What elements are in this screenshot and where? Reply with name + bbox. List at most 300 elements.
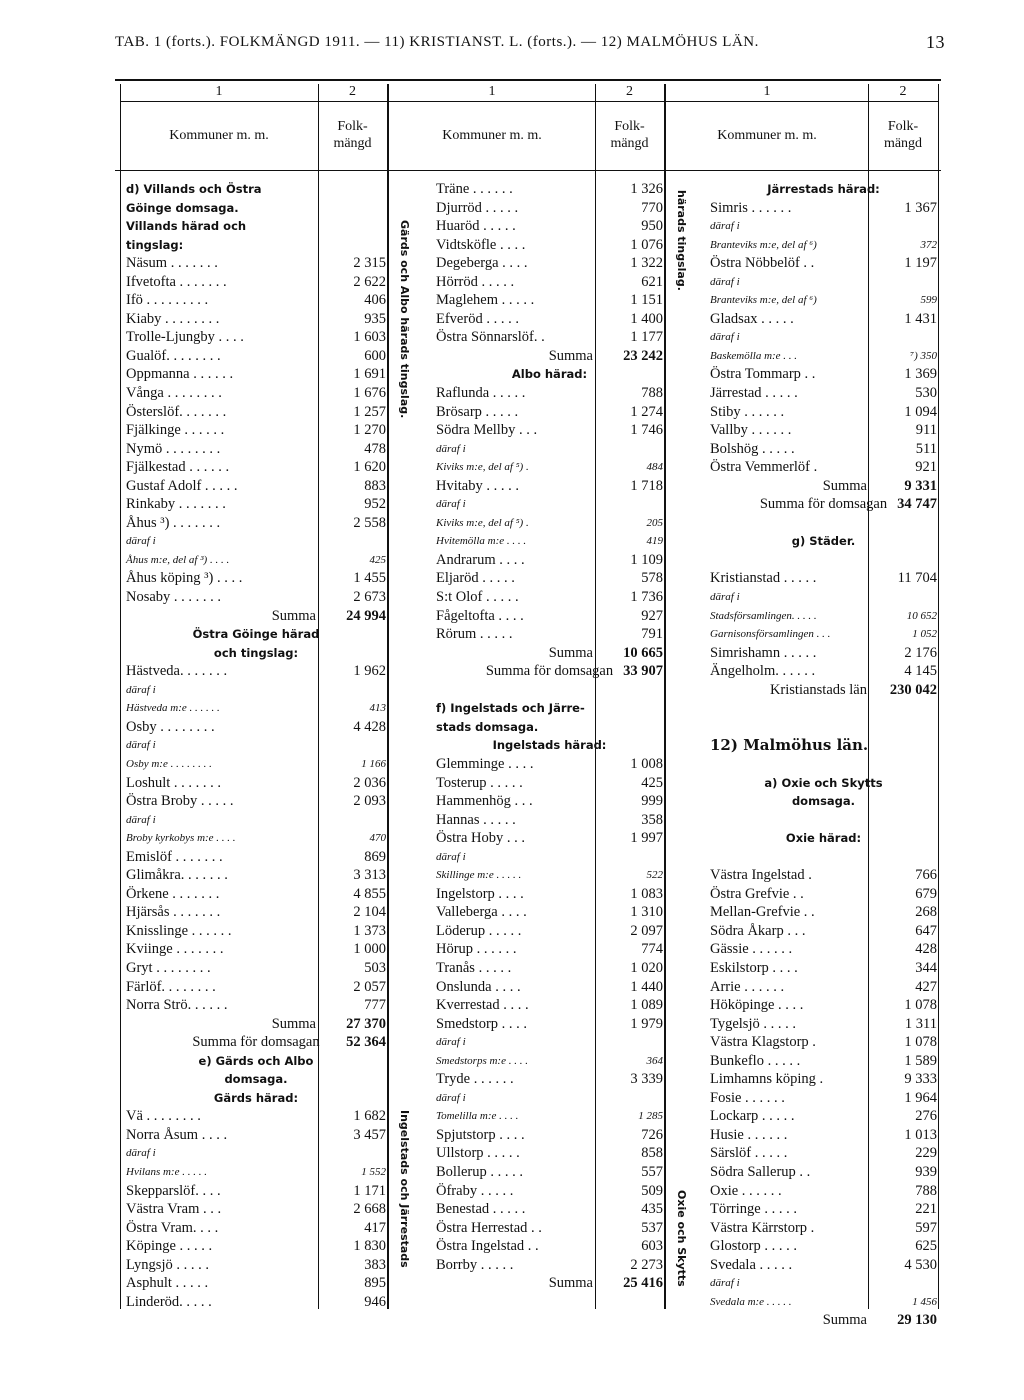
table-row: [710, 1070, 937, 1089]
row-label: Summa: [548, 347, 593, 364]
colnum-2b: 2: [626, 84, 633, 99]
table-row: [710, 1219, 937, 1238]
table-row: [436, 848, 663, 867]
row-label: Raflunda . . . . .: [436, 385, 526, 402]
row-value: 1 682: [353, 1108, 386, 1125]
row-value: 3 457: [353, 1126, 386, 1143]
table-row: [436, 588, 663, 607]
table-row: [710, 978, 937, 997]
row-label: Osby . . . . . . . .: [126, 718, 215, 735]
summary-row: [710, 495, 937, 514]
row-label: Knisslinge . . . . . .: [126, 922, 232, 939]
table-row: [126, 792, 386, 811]
num-rule: [120, 101, 938, 102]
section-heading: [710, 829, 937, 848]
table-row: [710, 384, 937, 403]
row-label: Järrestads härad:: [767, 182, 880, 196]
row-label: Hörröd . . . . .: [436, 273, 515, 290]
row-value: 276: [915, 1108, 937, 1125]
table-row: [436, 273, 663, 292]
row-value: 557: [641, 1163, 663, 1180]
row-label: Ingelstads härad:: [492, 738, 607, 753]
row-value: 406: [364, 292, 386, 309]
table-row: [126, 1237, 386, 1256]
row-label: Bunkeflo . . . . .: [710, 1052, 801, 1069]
section-heading: [126, 217, 386, 236]
row-label: däraf i: [126, 1147, 156, 1160]
table-row: [710, 848, 937, 867]
row-value: 2 093: [353, 793, 386, 810]
row-value: 1 052: [912, 628, 937, 641]
row-label: däraf i: [710, 591, 740, 604]
row-label: Fågeltofta . . . .: [436, 607, 524, 624]
row-label: Hammenhög . . .: [436, 793, 533, 810]
table-row: [710, 866, 937, 885]
row-value: 927: [641, 607, 663, 624]
row-label: Mellan-Grefvie . .: [710, 904, 815, 921]
row-value: 10 652: [906, 609, 937, 622]
row-value: 1 076: [630, 236, 663, 253]
table-row: [710, 458, 937, 477]
row-label: Norra Strö. . . . . .: [126, 997, 228, 1014]
colnum-2a: 2: [349, 84, 356, 99]
table-row: [126, 588, 386, 607]
table-row: [436, 681, 663, 700]
row-label: Hästveda m:e . . . . . .: [126, 702, 220, 715]
row-value: 952: [364, 496, 386, 513]
table-row: [126, 1126, 386, 1145]
row-label: Östra Nöbbelöf . .: [710, 255, 815, 272]
row-value: 1 369: [904, 366, 937, 383]
colnum-1a: 1: [215, 84, 223, 99]
row-label: däraf i: [710, 331, 740, 344]
table-row: [436, 440, 663, 459]
row-label: däraf i: [126, 739, 156, 752]
row-value: 9 331: [904, 477, 937, 494]
table-row: [436, 384, 663, 403]
page-header: [115, 34, 945, 51]
row-label: Glimåkra. . . . . . .: [126, 867, 228, 884]
row-value: 726: [641, 1126, 663, 1143]
row-value: 2 622: [353, 273, 386, 290]
row-value: 530: [915, 385, 937, 402]
table-row: [126, 273, 386, 292]
row-label: Branteviks m:e, del af ⁶): [710, 294, 817, 307]
section-heading: [710, 532, 937, 551]
row-value: 791: [641, 626, 663, 643]
table-row: [126, 1200, 386, 1219]
row-value: 205: [646, 516, 663, 529]
row-label: Köpinge . . . . .: [126, 1238, 213, 1255]
table-row: [436, 1126, 663, 1145]
row-value: 23 242: [623, 347, 663, 364]
row-value: 883: [364, 477, 386, 494]
row-label: Gualöf. . . . . . . .: [126, 347, 221, 364]
table-row: [710, 885, 937, 904]
summary-row: [710, 1311, 937, 1330]
row-label: Djurröd . . . . .: [436, 199, 519, 216]
row-label: Träne . . . . . .: [436, 181, 513, 197]
row-label: och tingslag:: [213, 645, 299, 660]
table-row: [710, 903, 937, 922]
table-row: [436, 1182, 663, 1201]
row-label: Västra Ingelstad .: [710, 867, 812, 884]
row-value: 413: [369, 702, 386, 715]
table-row: [436, 978, 663, 997]
table-row: [126, 1219, 386, 1238]
row-value: 1 830: [353, 1238, 386, 1255]
row-label: Summa: [271, 607, 316, 624]
table-row: [710, 403, 937, 422]
table-row: [126, 440, 386, 459]
row-label: Södra Mellby . . .: [436, 422, 538, 439]
page-number: 13: [926, 32, 945, 52]
table-row: [710, 365, 937, 384]
row-value: 484: [646, 461, 663, 474]
row-label: Borrby . . . . .: [436, 1256, 514, 1273]
right-rule: [938, 84, 939, 1309]
table-row: [710, 811, 937, 830]
row-value: 1 311: [904, 1015, 937, 1032]
summary-row: [436, 644, 663, 663]
folkmangd-header-c: [868, 118, 938, 152]
row-value: 4 428: [353, 718, 386, 735]
row-value: 344: [915, 959, 937, 976]
row-value: 1 676: [353, 385, 386, 402]
row-label: Södra Åkarp . . .: [710, 922, 806, 939]
table-row: [126, 1107, 386, 1126]
row-value: 1 078: [904, 997, 937, 1014]
table-row: [710, 1107, 937, 1126]
row-value: 1 109: [630, 551, 663, 568]
row-label: Kiviks m:e, del af ⁵) .: [436, 516, 529, 529]
row-value: 221: [915, 1201, 937, 1218]
row-label: Gustaf Adolf . . . . .: [126, 477, 238, 494]
row-value: 3 313: [353, 867, 386, 884]
row-label: Järrestad . . . . .: [710, 385, 798, 402]
row-value: 417: [364, 1219, 386, 1236]
row-label: Vidtsköfle . . . .: [436, 236, 526, 253]
row-label: Löderup . . . . .: [436, 922, 522, 939]
table-row: [710, 1237, 937, 1256]
row-label: Östra Vram. . . .: [126, 1219, 219, 1236]
section-heading: [710, 792, 937, 811]
row-value: 478: [364, 440, 386, 457]
table-row: [126, 254, 386, 273]
table-row: [436, 1200, 663, 1219]
row-label: Tranås . . . . .: [436, 959, 512, 976]
row-label: Östra Sönnarslöf. .: [436, 329, 545, 346]
row-label: Limhamns köping .: [710, 1071, 824, 1088]
table-row: [126, 866, 386, 885]
kommuner-header-a: Kommuner m. m.: [169, 128, 269, 143]
row-value: 4 145: [904, 663, 937, 680]
row-label: Eskilstorp . . . .: [710, 959, 798, 976]
table-row: [710, 1256, 937, 1275]
section-heading: [126, 625, 386, 644]
row-value: 788: [915, 1182, 937, 1199]
row-label: f) Ingelstads och Järre-: [436, 701, 585, 716]
table-row: [126, 755, 386, 774]
table-row: [436, 829, 663, 848]
row-label: Södra Sallerup . .: [710, 1163, 811, 1180]
row-value: 2 176: [904, 644, 937, 661]
row-label: Tosterup . . . . .: [436, 774, 523, 791]
row-value: 522: [646, 869, 663, 882]
row-label: Fjälkestad . . . . . .: [126, 459, 230, 476]
row-value: 1 000: [353, 941, 386, 958]
row-label: e) Gärds och Albo: [198, 1053, 314, 1068]
row-value: 427: [915, 978, 937, 995]
row-label: däraf i: [436, 850, 466, 863]
row-label: Tryde . . . . . .: [436, 1071, 514, 1088]
table-row: [710, 996, 937, 1015]
row-label: Östra Grefvie . .: [710, 885, 804, 902]
row-label: Smedstorp . . . .: [436, 1015, 528, 1032]
row-label: Åhus ³) . . . . . . .: [126, 514, 221, 531]
row-label: Summa för domsagan: [759, 496, 888, 513]
mangd-label: mängd: [610, 136, 649, 151]
row-label: domsaga.: [224, 1072, 288, 1087]
table-row: [436, 1219, 663, 1238]
row-value: 921: [915, 459, 937, 476]
table-row: [126, 514, 386, 533]
gards-albo-vertical-label: Gärds och Albo härads tingslag.: [398, 220, 411, 419]
row-label: däraf i: [126, 683, 156, 696]
table-row: [126, 940, 386, 959]
summary-row: [126, 1033, 386, 1052]
row-value: 1 257: [353, 403, 386, 420]
row-label: Stadsförsamlingen. . . . .: [710, 609, 817, 622]
row-label: a) Oxie och Skytts: [764, 775, 883, 790]
row-value: 25 416: [623, 1275, 663, 1292]
row-label: Glemminge . . . .: [436, 755, 534, 772]
row-label: Loshult . . . . . . .: [126, 774, 222, 791]
row-value: 599: [920, 294, 937, 307]
row-label: Gryt . . . . . . . .: [126, 959, 211, 976]
table-row: [126, 1293, 386, 1312]
folk-label: Folk-: [614, 119, 645, 134]
row-label: däraf i: [436, 1036, 466, 1049]
row-label: Norra Åsum . . . .: [126, 1126, 228, 1143]
row-value: 1 456: [912, 1295, 937, 1308]
table-row: [710, 199, 937, 218]
row-value: 774: [641, 941, 663, 958]
table-row: [436, 1089, 663, 1108]
row-value: 3 339: [630, 1071, 663, 1088]
table-row: [436, 903, 663, 922]
row-label: Svedala . . . . .: [710, 1256, 793, 1273]
row-value: 1 736: [630, 589, 663, 606]
row-label: Summa: [822, 1312, 867, 1329]
table-row: [126, 922, 386, 941]
table-row: [126, 978, 386, 997]
section-heading: [126, 236, 386, 255]
row-label: Hästveda. . . . . . .: [126, 663, 228, 680]
table-row: [126, 699, 386, 718]
table-row: [436, 254, 663, 273]
table-row: [126, 384, 386, 403]
row-label: Törringe . . . . .: [710, 1201, 797, 1218]
row-value: 372: [920, 238, 937, 251]
table-row: [126, 1182, 386, 1201]
row-value: 766: [915, 867, 937, 884]
oxie-skytts-vertical-label: Oxie och Skytts: [675, 1190, 688, 1287]
mangd-label: mängd: [883, 136, 923, 151]
row-value: 578: [641, 570, 663, 587]
row-label: Hannas . . . . .: [436, 811, 516, 828]
row-value: 625: [915, 1238, 937, 1255]
table-row: [126, 662, 386, 681]
table-row: [126, 959, 386, 978]
row-label: Kviinge . . . . . . .: [126, 941, 224, 958]
row-label: Osby m:e . . . . . . . .: [126, 757, 212, 770]
table-row: [436, 217, 663, 236]
section-heading: [126, 1089, 386, 1108]
colnum-1b: 1: [488, 84, 496, 99]
table-row: [436, 514, 663, 533]
row-label: Ullstorp . . . . .: [436, 1145, 520, 1162]
table-row: [436, 1107, 663, 1126]
row-value: 2 668: [353, 1201, 386, 1218]
table-row: [710, 662, 937, 681]
kommuner-header-b: Kommuner m. m.: [442, 128, 542, 143]
row-value: 1 083: [630, 885, 663, 902]
summary-row: [436, 347, 663, 366]
row-label: Kristianstad . . . . .: [710, 570, 817, 587]
table-row: [710, 1293, 937, 1312]
row-label: Östra Ingelstad . .: [436, 1238, 539, 1255]
row-label: Västra Kärrstorp .: [710, 1219, 815, 1236]
row-label: Ingelstorp . . . .: [436, 885, 524, 902]
table-row: [436, 940, 663, 959]
col-rule-2: [387, 84, 389, 1309]
row-label: Rinkaby . . . . . . .: [126, 496, 226, 513]
row-label: Östra Tommarp . .: [710, 366, 816, 383]
row-label: däraf i: [436, 498, 466, 511]
row-value: 895: [364, 1275, 386, 1292]
row-label: Degeberga . . . .: [436, 255, 528, 272]
row-label: g) Städer.: [791, 534, 856, 549]
row-label: Summa: [548, 1275, 593, 1292]
table-row: [126, 532, 386, 551]
table-row: [710, 440, 937, 459]
table-row: [710, 1144, 937, 1163]
row-label: Eljaröd . . . . .: [436, 570, 515, 587]
table-row: [126, 477, 386, 496]
row-value: 1 322: [630, 255, 663, 272]
row-label: d) Villands och Östra: [126, 182, 262, 196]
row-value: 230 042: [889, 681, 937, 698]
row-label: Östra Hoby . . .: [436, 830, 526, 847]
row-value: 52 364: [346, 1034, 386, 1051]
row-value: 603: [641, 1238, 663, 1255]
table-row: [710, 514, 937, 533]
section-heading: [710, 774, 937, 793]
row-value: 9 333: [904, 1071, 937, 1088]
row-label: Bolshög . . . . .: [710, 440, 795, 457]
row-value: 33 907: [623, 663, 663, 680]
row-value: 2 097: [630, 922, 663, 939]
row-label: Hörup . . . . . .: [436, 941, 517, 958]
table-row: [710, 922, 937, 941]
row-label: Österslöf. . . . . . .: [126, 403, 227, 420]
row-value: 1 367: [904, 199, 937, 216]
row-label: Östra Broby . . . . .: [126, 793, 234, 810]
row-label: Spjutstorp . . . .: [436, 1126, 525, 1143]
row-label: Summa för domsagan: [192, 1034, 320, 1051]
row-value: 1 691: [353, 366, 386, 383]
table-row: [710, 328, 937, 347]
table-row: [126, 551, 386, 570]
row-value: 858: [641, 1145, 663, 1162]
table-row: [126, 1274, 386, 1293]
table-row: [436, 996, 663, 1015]
row-value: 647: [915, 922, 937, 939]
column-2: [436, 180, 663, 1293]
row-label: Åhus köping ³) . . . .: [126, 570, 243, 587]
table-row: [710, 1089, 937, 1108]
table-row: [436, 755, 663, 774]
row-value: 1 746: [630, 422, 663, 439]
row-value: 358: [641, 811, 663, 828]
row-label: Onslunda . . . .: [436, 978, 521, 995]
row-label: Fosie . . . . . .: [710, 1089, 785, 1106]
folk-label: Folk-: [337, 119, 368, 134]
row-label: Huaröd . . . . .: [436, 218, 516, 235]
table-row: [436, 477, 663, 496]
row-label: Summa: [548, 644, 593, 661]
table-row: [710, 1274, 937, 1293]
table-row: [436, 922, 663, 941]
row-label: Kristianstads län: [769, 681, 867, 698]
row-label: Hvitaby . . . . .: [436, 477, 519, 494]
row-value: 1 151: [630, 292, 663, 309]
top-rule: [115, 79, 941, 81]
table-row: [126, 903, 386, 922]
row-label: Ifö . . . . . . . . .: [126, 292, 209, 309]
row-label: däraf i: [710, 275, 740, 288]
row-label: domsaga.: [791, 794, 856, 809]
row-value: 10 665: [623, 644, 663, 661]
row-value: 1 718: [630, 477, 663, 494]
row-label: Rörum . . . . .: [436, 626, 513, 643]
table-row: [126, 1163, 386, 1182]
row-value: 1 008: [630, 755, 663, 772]
table-row: [436, 1070, 663, 1089]
row-value: 1 089: [630, 997, 663, 1014]
row-label: Emislöf . . . . . . .: [126, 848, 223, 865]
row-label: Villands härad och: [126, 219, 247, 234]
table-row: [710, 310, 937, 329]
folk-label: Folk-: [887, 119, 919, 134]
row-label: Oxie . . . . . .: [710, 1182, 782, 1199]
table-row: [126, 365, 386, 384]
row-value: 2 673: [353, 589, 386, 606]
table-row: [710, 1163, 937, 1182]
row-label: Asphult . . . . .: [126, 1275, 209, 1292]
table-row: [710, 273, 937, 292]
row-label: Näsum . . . . . . .: [126, 255, 218, 272]
table-row: [126, 736, 386, 755]
row-label: Västra Vram . . .: [126, 1201, 222, 1218]
row-label: tingslag:: [126, 237, 184, 252]
summary-row: [126, 1015, 386, 1034]
table-row: [436, 1144, 663, 1163]
row-label: Broby kyrkobys m:e . . . .: [126, 832, 236, 845]
row-label: Benestad . . . . .: [436, 1201, 526, 1218]
kommuner-header-c: Kommuner m. m.: [717, 128, 817, 143]
